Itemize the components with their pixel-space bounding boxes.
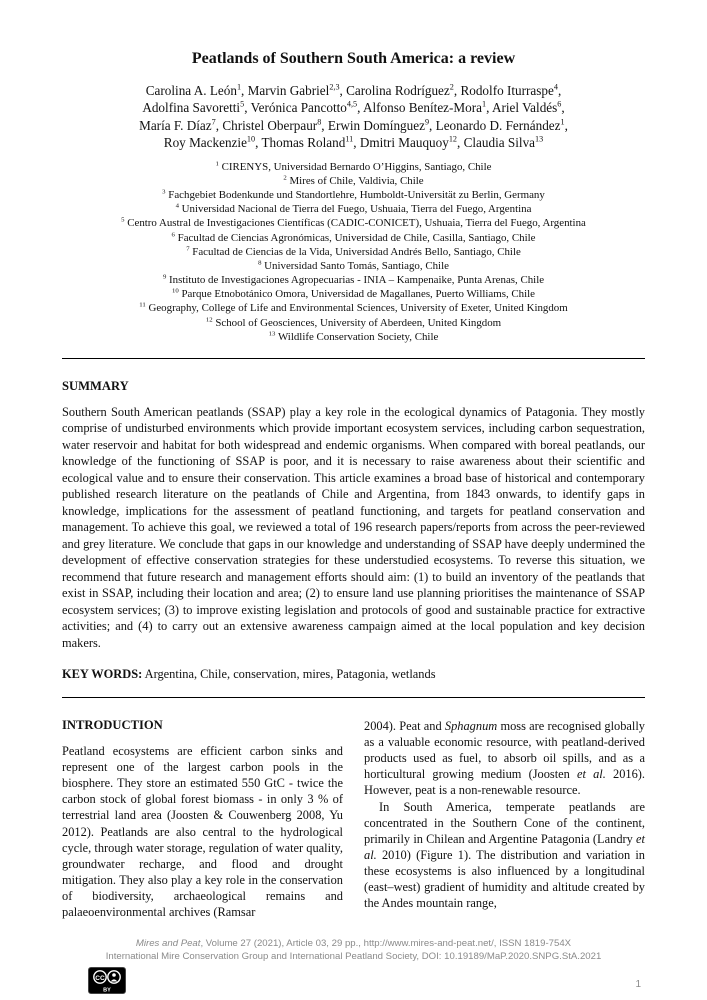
author-affiliation-superscript: 5 [240, 100, 245, 110]
author-line: Adolfina Savoretti$^5$, Verónica Pancotto$^{4,5}$, Alfonso Benítez-Mora$^1$, Ariel Valdés$^6$, [142, 100, 565, 116]
author-affiliation-superscript: 1 [482, 100, 487, 110]
author-affiliation-superscript: 1 [236, 82, 242, 92]
affiliation-line: $^7$ Facultad de Ciencias de la Vida, Universidad Andrés Bello, Santiago, Chile [186, 245, 521, 258]
intro-right-paragraphs [364, 718, 645, 912]
author-line: Roy Mackenzie$^{10}$, Thomas Roland$^{11}$, Dmitri Mauquoy$^{12}$, Claudia Silva$^{13}$ [163, 134, 544, 151]
affiliation-line: $^8$ Universidad Santo Tomás, Santiago, Chile [258, 259, 449, 272]
author-affiliation-superscript: 9 [424, 117, 430, 127]
paragraph: In South America, temperate peatlands are concentrated in the Southern Cone of the continent, primarily in Chilean and Argentine Patagonia (Landry et al. 2010) (Figure 1). The distribution and variation in these ecosystems is also influenced by a longitudinal (east–west) gradient of humidity and altitude created by the Andes mountain range, [364, 799, 645, 911]
summary-text: Southern South American peatlands (SSAP) play a key role in the ecological dynamics of Patagonia. They mostly comprise of undisturbed environments which provide important ecosystem services, including carbon sequestration, water reservoir and habitat for both widespread and endemic organisms. When compared with boreal peatlands, our knowledge of the functioning of SSAP is poor, and it is necessary to raise awareness about their scientific and ecological value and to ensure their conservation. This article examines a broad base of historical and contemporary published research literature on the peatlands of Chile and Argentina, from 1843 onwards, to identify gaps in knowledge, implications for the assessment of peatland functioning, and targets for peatland conservation and management. To achieve this goal, we reviewed a total of 196 research papers/reports from across the peer-reviewed and grey literature. We conclude that gaps in our knowledge and understanding of SSAP have deeply undermined the development of effective conservation strategies for these understudied ecosystems. To reverse this situation, we recommend that future research and management efforts should aim: (1) to build an inventory of the peatlands that exist in SSAP, including their location and area; (2) to ensure land use planning prioritises the maintenance of SSAP ecosystem services; (3) to improve existing legislation and protocols of good and sustainable practice for extractive activities; and (4) to carry out an extensive awareness campaign aimed at the local population and key decision makers. [62, 404, 645, 650]
affiliation-line: $^{13}$ Wildlife Conservation Society, Chile [268, 330, 439, 343]
summary-heading: SUMMARY [62, 378, 129, 393]
affiliation-line: $^1$ CIRENYS, Universidad Bernardo O’Higgins, Santiago, Chile [215, 160, 492, 173]
author-name: María F. Díaz [139, 117, 212, 133]
author-affiliation-superscript: 11 [345, 134, 354, 144]
author-line: Carolina A. León$^1$, Marvin Gabriel$^{2,3}$, Carolina Rodríguez$^2$, Rodolfo Iturraspe$^4$, [145, 82, 562, 98]
author-affiliation-superscript: 4 [553, 82, 558, 92]
affiliation-line: $^9$ Instituto de Investigaciones Agropecuarias - INIA – Kampenaike, Punta Arenas, Chile [162, 273, 545, 287]
author-name: Verónica Pancotto [250, 100, 347, 116]
intro-column-right [364, 718, 645, 920]
author-name: Christel Oberpaur [222, 117, 318, 133]
author-affiliation-superscript: 2 [449, 82, 454, 92]
author-affiliation-superscript: 10 [246, 134, 256, 144]
author-affiliation-superscript: 8 [317, 117, 322, 127]
journal-footer [0, 938, 707, 964]
affiliation-line: $^3$ Fachgebiet Bodenkunde und Standortlehre, Humboldt-Universität zu Berlin, Germany [162, 188, 545, 202]
author-affiliation-superscript: 6 [557, 100, 562, 110]
affiliation-list [62, 160, 645, 344]
affiliation-line: $^2$ Mires of Chile, Valdivia, Chile [283, 174, 424, 187]
divider-after-keywords [62, 697, 645, 698]
affiliation-line: $^5$ Centro Austral de Investigaciones Científicas (CADIC-CONICET), Ushuaia, Tierra del Fuego, Argentina [121, 216, 586, 230]
affiliation-line: $^{11}$ Geography, College of Life and Environmental Sciences, University of Exeter, United Kingdom [139, 301, 568, 315]
by-icon: BY [103, 987, 111, 994]
paper-title: Peatlands of Southern South America: a review [191, 50, 516, 67]
author-name: Marvin Gabriel [247, 83, 330, 98]
author-affiliation-superscript: 2,3 [329, 82, 340, 92]
author-affiliation-superscript: 13 [535, 134, 544, 144]
paragraph: 2004). Peat and Sphagnum moss are recognised globally as a valuable economic resource, with peatland-derived products used as fuel, to absorb oil spills, and as a horticultural growing medium (Joosten et al. 2016). However, peat is a non-renewable resource. [364, 718, 646, 798]
author-name: Erwin Domínguez [327, 117, 425, 133]
author-affiliation-superscript: 4,5 [346, 100, 358, 110]
cc-icon: CC [95, 975, 105, 982]
author-name: Leonardo D. Fernández [435, 117, 561, 133]
author-affiliation-superscript: 1 [560, 117, 565, 127]
author-name: Ariel Valdés [491, 100, 558, 116]
author-affiliation-superscript: 7 [211, 117, 216, 127]
author-line: María F. Díaz$^7$, Christel Oberpaur$^8$, Erwin Domínguez$^9$, Leonardo D. Fernández$^1$, [139, 117, 568, 133]
introduction-heading: INTRODUCTION [62, 717, 163, 732]
author-name: Alfonso Benítez-Mora [362, 100, 482, 116]
author-name: Carolina Rodríguez [346, 83, 450, 98]
author-name: Claudia Silva [463, 135, 536, 151]
footer-society-line: International Mire Conservation Group and International Peatland Society, DOI: 10.19189/MaP.2020.SNPG.StA.2021 [105, 951, 602, 963]
author-name: Thomas Roland [261, 135, 346, 151]
divider-after-affiliations [62, 358, 645, 359]
author-list [62, 82, 645, 152]
affiliation-line: $^{12}$ School of Geosciences, University of Aberdeen, United Kingdom [205, 315, 502, 329]
intro-columns [62, 718, 645, 920]
cc-by-license-icon [88, 967, 126, 994]
affiliation-line: $^6$ Facultad de Ciencias Agronómicas, Universidad de Chile, Casilla, Santiago, Chile [171, 230, 536, 244]
keywords-text: Argentina, Chile, conservation, mires, Patagonia, wetlands [142, 667, 436, 682]
author-affiliation-superscript: 12 [448, 134, 457, 144]
footer-citation-line: Mires and Peat, Volume 27 (2021), Article 03, 29 pp., http://www.mires-and-peat.net/, ISSN 1819-754X [135, 938, 572, 950]
page-number: 1 [635, 979, 641, 990]
keywords-line [62, 666, 645, 683]
author-name: Carolina A. León [145, 83, 237, 98]
author-name: Roy Mackenzie [163, 135, 247, 151]
author-name: Dmitri Mauquoy [359, 135, 449, 151]
affiliation-line: $^4$ Universidad Nacional de Tierra del Fuego, Ushuaia, Tierra del Fuego, Argentina [175, 202, 532, 216]
author-name: Rodolfo Iturraspe [460, 83, 554, 98]
affiliation-line: $^{10}$ Parque Etnobotánico Omora, Universidad de Magallanes, Puerto Williams, Chile [171, 287, 535, 301]
intro-left-paragraphs [62, 743, 343, 920]
author-name: Adolfina Savoretti [142, 100, 241, 116]
paragraph: Peatland ecosystems are efficient carbon sinks and represent one of the largest carbon pools in the biosphere. They store an estimated 550 GtC - twice the carbon stock of global forest biomass - in only 3 % of terrestrial land area (Joosten & Couwenberg 2008, Yu 2012). Peatlands are also central to the hydrological cycle, through water storage, regulation of water quality, groundwater recharge, and flood and drought mitigation. They also play a key role in the conservation of biodiversity, archaeological remains and palaeoenvironmental archives (Ramsar [62, 743, 343, 920]
keywords-label: KEY WORDS: [62, 667, 143, 682]
intro-column-left [62, 718, 343, 920]
